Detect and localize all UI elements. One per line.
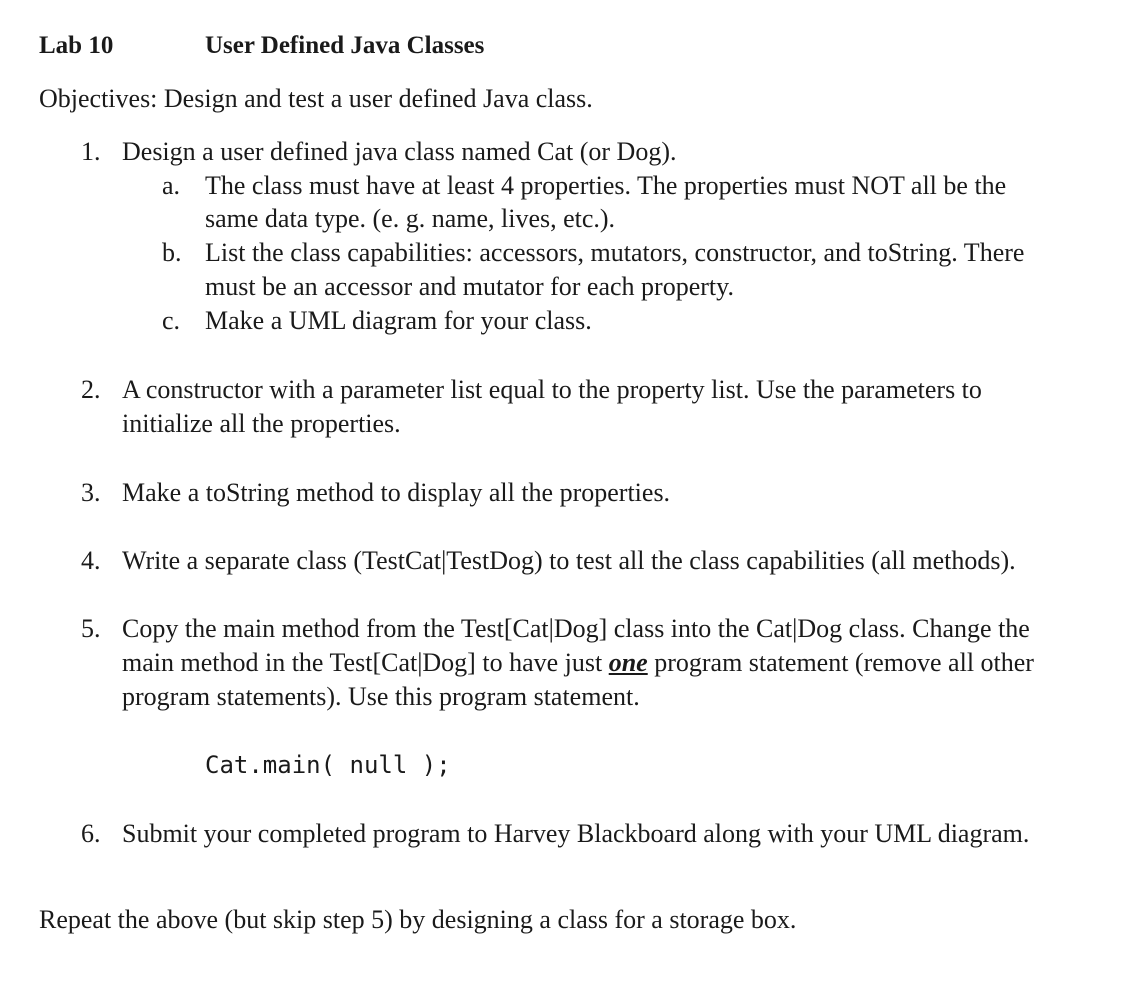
objectives: Objectives: Design and test a user defined Java class. bbox=[39, 84, 593, 113]
item-number: 2. bbox=[81, 375, 101, 404]
item-text: program statement (remove all other bbox=[647, 648, 1034, 677]
item-text: initialize all the properties. bbox=[122, 409, 401, 438]
sub-item-text: List the class capabilities: accessors, mutators, constructor, and toString. There bbox=[205, 238, 1025, 267]
item-text: Design a user defined java class named Cat (or Dog). bbox=[122, 137, 677, 166]
item-text: program statements). Use this program statement. bbox=[122, 682, 640, 711]
sub-item-text: must be an accessor and mutator for each property. bbox=[205, 272, 734, 301]
item-number: 4. bbox=[81, 546, 101, 575]
sub-item-text: Make a UML diagram for your class. bbox=[205, 306, 592, 335]
item-number: 3. bbox=[81, 478, 101, 507]
sub-item-text: same data type. (e. g. name, lives, etc.). bbox=[205, 204, 616, 233]
item-text: Submit your completed program to Harvey Blackboard along with your UML diagram. bbox=[122, 819, 1030, 848]
sub-item-letter: b. bbox=[162, 238, 182, 267]
item-text: Copy the main method from the Test[Cat|Dog] class into the Cat|Dog class. Change the bbox=[122, 614, 1030, 643]
item-text: A constructor with a parameter list equal to the property list. Use the parameters to bbox=[122, 375, 982, 404]
item-number: 6. bbox=[81, 819, 101, 848]
item-text: Make a toString method to display all the properties. bbox=[122, 478, 671, 507]
repeat-instruction: Repeat the above (but skip step 5) by designing a class for a storage box. bbox=[39, 905, 797, 934]
lab-title: User Defined Java Classes bbox=[205, 32, 485, 59]
code-statement: Cat.main( null ); bbox=[205, 751, 451, 779]
sub-item-text: The class must have at least 4 properties. The properties must NOT all be the bbox=[205, 171, 1007, 200]
item-text: Write a separate class (TestCat|TestDog) to test all the class capabilities (all methods). bbox=[122, 546, 1016, 575]
item-number: 1. bbox=[81, 137, 101, 166]
item-text: main method in the Test[Cat|Dog] to have just bbox=[122, 648, 609, 677]
item-number: 5. bbox=[81, 614, 101, 643]
sub-item-letter: c. bbox=[162, 306, 181, 335]
emphasis-one: one bbox=[608, 648, 648, 677]
lab-number: Lab 10 bbox=[39, 32, 114, 59]
sub-item-letter: a. bbox=[162, 171, 181, 200]
item-text-with-emphasis bbox=[122, 648, 1034, 678]
